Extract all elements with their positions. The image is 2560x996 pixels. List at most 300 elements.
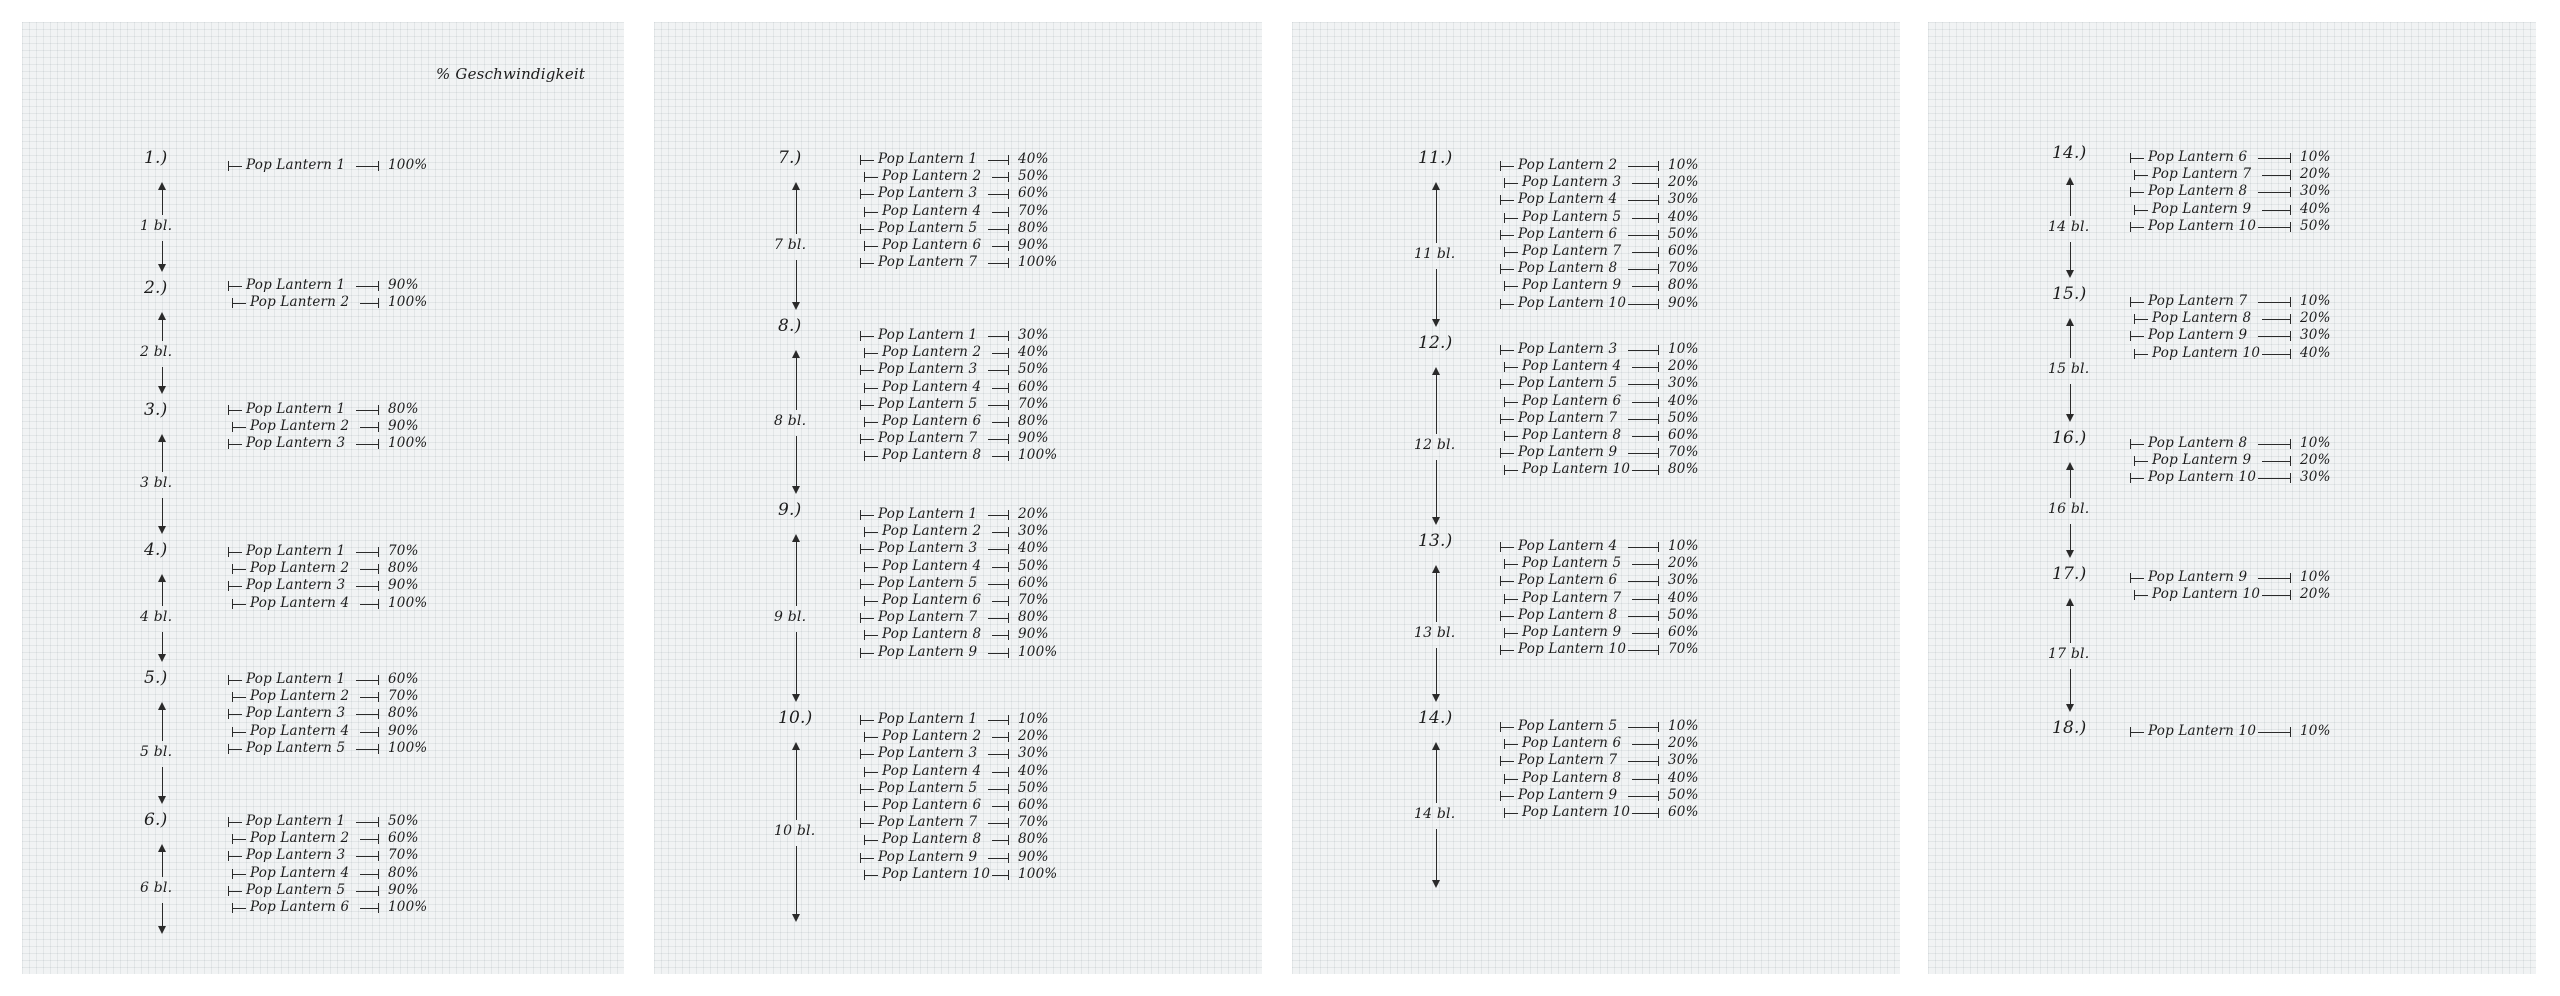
entry-lead-line (228, 856, 242, 857)
entry-percent: 70% (388, 688, 419, 705)
arrow-up-icon (2066, 177, 2074, 185)
entry-percent: 100% (1018, 643, 1058, 660)
duration-line-upper (1436, 571, 1437, 622)
entry-tail-line (356, 410, 378, 411)
entry-lead-line (2134, 175, 2148, 176)
entry-lead-line (860, 823, 874, 824)
entry-end-tick (1008, 383, 1009, 393)
entry-name: Pop Lantern 10 (882, 865, 991, 882)
entry-lead-line (860, 263, 874, 264)
entry-name: Pop Lantern 6 (1518, 572, 1618, 589)
entry-tail-line (1628, 796, 1658, 797)
entry-end-tick (1008, 155, 1009, 165)
entry-name: Pop Lantern 2 (882, 523, 982, 540)
entry-percent: 20% (1668, 358, 1699, 375)
entry-lead-line (1504, 436, 1518, 437)
duration-line-lower (162, 767, 163, 796)
entry-percent: 60% (1668, 804, 1699, 820)
entry-percent: 30% (1668, 572, 1699, 589)
entry-name: Pop Lantern 9 (2152, 200, 2252, 217)
step-label: 3.) (144, 400, 168, 420)
entry-name: Pop Lantern 10 (1522, 461, 1631, 478)
entry-tail-line (1632, 286, 1658, 287)
duration-label: 9 bl. (774, 609, 807, 625)
entry-lead-line (860, 549, 874, 550)
entry-percent: 60% (388, 671, 419, 687)
step-label: 15.) (2052, 284, 2087, 304)
duration-line-lower (162, 367, 163, 386)
entry-percent: 90% (1018, 848, 1049, 865)
entry-name: Pop Lantern 9 (1518, 444, 1618, 461)
entry-tail-line (1628, 761, 1658, 762)
entry-end-tick (1658, 808, 1659, 818)
entry-percent: 100% (388, 739, 428, 756)
duration-label: 11 bl. (1414, 245, 1456, 262)
entry-name: Pop Lantern 4 (1518, 538, 1618, 554)
entry-name: Pop Lantern 10 (1522, 804, 1631, 820)
duration-label: 7 bl. (774, 237, 807, 253)
entry-name: Pop Lantern 8 (1522, 427, 1622, 443)
entry-tail-line (356, 586, 378, 587)
duration-line-lower (2070, 524, 2071, 550)
entry-name: Pop Lantern 8 (882, 447, 982, 464)
arrow-down-icon (158, 654, 166, 662)
entry-lead-line (228, 749, 242, 750)
entry-end-tick (378, 298, 379, 308)
arrow-down-icon (792, 486, 800, 494)
entry-name: Pop Lantern 2 (1518, 157, 1618, 173)
entry-lead-line (232, 874, 246, 875)
arrow-down-icon (792, 302, 800, 310)
step-label: 8.) (778, 316, 802, 336)
entry-lead-line (232, 697, 246, 698)
entry-tail-line (992, 456, 1008, 457)
entry-name: Pop Lantern 10 (2148, 723, 2257, 739)
entry-tail-line (2258, 336, 2290, 337)
entry-name: Pop Lantern 2 (250, 688, 350, 705)
entry-percent: 50% (1018, 779, 1049, 796)
entry-end-tick (2290, 590, 2291, 600)
entry-percent: 70% (1018, 592, 1049, 608)
entry-end-tick (1658, 774, 1659, 784)
entry-end-tick (1658, 645, 1659, 655)
entry-end-tick (1658, 594, 1659, 604)
entry-end-tick (378, 281, 379, 291)
entry-lead-line (228, 410, 242, 411)
arrow-down-icon (1432, 880, 1440, 888)
step-label: 10.) (778, 708, 813, 728)
entry-lead-line (2134, 461, 2148, 462)
entry-tail-line (2258, 192, 2290, 193)
entry-tail-line (356, 822, 378, 823)
entry-end-tick (378, 869, 379, 879)
entry-lead-line (864, 177, 878, 178)
entry-end-tick (1008, 801, 1009, 811)
entry-end-tick (1008, 241, 1009, 251)
entry-lead-line (232, 839, 246, 840)
arrow-up-icon (158, 312, 166, 320)
duration-line-lower (162, 241, 163, 264)
entry-lead-line (2134, 354, 2148, 355)
duration-line-upper (1436, 748, 1437, 803)
entry-percent: 80% (1018, 219, 1049, 236)
entry-tail-line (992, 772, 1008, 773)
entry-tail-line (360, 732, 378, 733)
entry-percent: 20% (2300, 310, 2331, 327)
entry-end-tick (2290, 297, 2291, 307)
entry-percent: 10% (2300, 149, 2331, 165)
entry-name: Pop Lantern 8 (2148, 435, 2248, 451)
entry-lead-line (1504, 564, 1518, 565)
entry-end-tick (1658, 195, 1659, 205)
entry-lead-line (864, 772, 878, 773)
entry-tail-line (356, 714, 378, 715)
arrow-up-icon (792, 350, 800, 358)
entry-name: Pop Lantern 7 (878, 814, 978, 831)
arrow-up-icon (2066, 462, 2074, 470)
entry-tail-line (992, 635, 1008, 636)
entry-tail-line (356, 286, 378, 287)
entry-end-tick (1658, 465, 1659, 475)
entry-name: Pop Lantern 8 (1518, 606, 1618, 623)
entry-name: Pop Lantern 4 (250, 722, 350, 739)
entry-lead-line (1504, 286, 1518, 287)
entry-lead-line (1500, 616, 1514, 617)
entry-tail-line (2258, 444, 2290, 445)
arrow-up-icon (1432, 565, 1440, 573)
entry-name: Pop Lantern 4 (250, 594, 350, 611)
entry-percent: 50% (1018, 361, 1049, 378)
step-label: 7.) (778, 148, 802, 168)
duration-label: 6 bl. (140, 880, 173, 896)
entry-end-tick (2290, 222, 2291, 232)
duration-line-upper (1436, 373, 1437, 434)
entry-lead-line (232, 569, 246, 570)
entry-name: Pop Lantern 1 (246, 157, 346, 173)
entry-end-tick (378, 886, 379, 896)
entry-tail-line (1628, 616, 1658, 617)
arrow-down-icon (2066, 414, 2074, 422)
entry-lead-line (864, 840, 878, 841)
duration-line-lower (1436, 460, 1437, 517)
entry-name: Pop Lantern 8 (1522, 769, 1622, 786)
duration-line-lower (2070, 242, 2071, 271)
entry-name: Pop Lantern 4 (882, 202, 982, 219)
entry-name: Pop Lantern 3 (246, 847, 346, 864)
entry-tail-line (1632, 218, 1658, 219)
entry-percent: 80% (388, 864, 419, 881)
entry-tail-line (2258, 302, 2290, 303)
entry-end-tick (1658, 161, 1659, 171)
entry-percent: 50% (1668, 606, 1699, 623)
entry-lead-line (860, 584, 874, 585)
duration-line-lower (2070, 384, 2071, 414)
entry-lead-line (228, 586, 242, 587)
entry-name: Pop Lantern 9 (1522, 277, 1622, 294)
entry-lead-line (860, 229, 874, 230)
duration-line-upper (2070, 324, 2071, 358)
entry-tail-line (988, 789, 1008, 790)
arrow-down-icon (1432, 319, 1440, 327)
duration-label: 16 bl. (2048, 501, 2090, 517)
step-label: 14.) (2052, 143, 2087, 163)
entry-name: Pop Lantern 3 (246, 435, 346, 452)
entry-end-tick (378, 564, 379, 574)
entry-end-tick (1008, 596, 1009, 606)
entry-name: Pop Lantern 6 (1522, 392, 1622, 409)
entry-name: Pop Lantern 3 (878, 185, 978, 202)
entry-tail-line (992, 806, 1008, 807)
entry-lead-line (860, 720, 874, 721)
duration-line-upper (162, 708, 163, 741)
entry-name: Pop Lantern 1 (246, 543, 346, 559)
entry-end-tick (2290, 205, 2291, 215)
duration-line-upper (162, 188, 163, 215)
entry-tail-line (356, 552, 378, 553)
entry-percent: 30% (2300, 183, 2331, 200)
entry-name: Pop Lantern 1 (878, 327, 978, 343)
entry-end-tick (1008, 562, 1009, 572)
entry-name: Pop Lantern 6 (2148, 149, 2248, 165)
entry-tail-line (1632, 564, 1658, 565)
entry-end-tick (1658, 542, 1659, 552)
step-label: 6.) (144, 810, 168, 830)
entry-end-tick (378, 599, 379, 609)
arrow-down-icon (158, 264, 166, 272)
arrow-up-icon (1432, 182, 1440, 190)
entry-percent: 30% (1668, 752, 1699, 769)
entry-lead-line (860, 336, 874, 337)
entry-lead-line (232, 427, 246, 428)
duration-line-lower (1436, 648, 1437, 695)
entry-percent: 10% (2300, 723, 2331, 739)
entry-tail-line (360, 697, 378, 698)
entry-percent: 90% (388, 277, 419, 293)
arrow-up-icon (792, 742, 800, 750)
entry-tail-line (1628, 200, 1658, 201)
entry-end-tick (1008, 630, 1009, 640)
duration-line-upper (796, 540, 797, 606)
entry-name: Pop Lantern 1 (246, 671, 346, 687)
entry-end-tick (1008, 365, 1009, 375)
entry-name: Pop Lantern 6 (882, 413, 982, 429)
entry-tail-line (1632, 367, 1658, 368)
entry-tail-line (356, 856, 378, 857)
entry-lead-line (228, 444, 242, 445)
entry-percent: 30% (1668, 191, 1699, 208)
entry-tail-line (2262, 354, 2290, 355)
entry-percent: 10% (2300, 293, 2331, 309)
entry-tail-line (988, 653, 1008, 654)
entry-name: Pop Lantern 2 (250, 830, 350, 847)
entry-tail-line (1628, 419, 1658, 420)
entry-name: Pop Lantern 6 (1522, 735, 1622, 752)
entry-end-tick (378, 903, 379, 913)
entry-lead-line (864, 567, 878, 568)
entry-tail-line (1628, 269, 1658, 270)
arrow-up-icon (158, 844, 166, 852)
entry-lead-line (864, 635, 878, 636)
entry-percent: 20% (1018, 728, 1049, 745)
arrow-down-icon (2066, 270, 2074, 278)
entry-name: Pop Lantern 6 (1518, 225, 1618, 242)
entry-percent: 20% (2300, 452, 2331, 469)
step-label: 5.) (144, 668, 168, 688)
entry-name: Pop Lantern 6 (882, 592, 982, 608)
entry-end-tick (1008, 527, 1009, 537)
entry-lead-line (860, 439, 874, 440)
entry-end-tick (1658, 611, 1659, 621)
entry-percent: 80% (1018, 609, 1049, 626)
entry-tail-line (988, 858, 1008, 859)
entry-lead-line (1500, 419, 1514, 420)
entry-percent: 20% (1668, 735, 1699, 752)
entry-percent: 20% (2300, 166, 2331, 183)
entry-end-tick (1008, 510, 1009, 520)
duration-line-upper (2070, 183, 2071, 216)
entry-end-tick (378, 439, 379, 449)
entry-end-tick (2290, 573, 2291, 583)
entry-lead-line (2130, 444, 2144, 445)
entry-tail-line (988, 823, 1008, 824)
entry-end-tick (378, 817, 379, 827)
entry-tail-line (356, 444, 378, 445)
entry-lead-line (228, 714, 242, 715)
entry-tail-line (992, 177, 1008, 178)
entry-tail-line (1632, 252, 1658, 253)
entry-percent: 20% (1668, 174, 1699, 191)
entry-lead-line (2130, 478, 2144, 479)
entry-name: Pop Lantern 10 (2152, 344, 2261, 361)
entry-tail-line (988, 336, 1008, 337)
entry-tail-line (2258, 158, 2290, 159)
entry-tail-line (2262, 461, 2290, 462)
arrow-up-icon (1432, 367, 1440, 375)
entry-percent: 20% (1018, 506, 1049, 522)
entry-tail-line (992, 388, 1008, 389)
arrow-down-icon (2066, 550, 2074, 558)
entry-percent: 50% (1668, 225, 1699, 242)
arrow-down-icon (158, 796, 166, 804)
entry-name: Pop Lantern 6 (882, 237, 982, 253)
entry-lead-line (2134, 210, 2148, 211)
duration-line-lower (2070, 669, 2071, 704)
entry-name: Pop Lantern 10 (1518, 294, 1627, 311)
arrow-up-icon (158, 702, 166, 710)
entry-percent: 10% (1668, 341, 1699, 357)
entry-percent: 50% (388, 813, 419, 829)
entry-tail-line (1628, 166, 1658, 167)
entry-percent: 80% (1668, 461, 1699, 478)
entry-lead-line (2130, 578, 2144, 579)
entry-tail-line (1632, 183, 1658, 184)
entry-lead-line (1504, 367, 1518, 368)
entry-name: Pop Lantern 9 (1518, 786, 1618, 803)
entry-percent: 90% (388, 881, 419, 898)
entry-lead-line (860, 618, 874, 619)
entry-lead-line (1500, 200, 1514, 201)
entry-name: Pop Lantern 1 (246, 813, 346, 829)
entry-end-tick (1008, 451, 1009, 461)
entry-name: Pop Lantern 8 (2148, 183, 2248, 200)
duration-line-lower (1436, 829, 1437, 880)
entry-lead-line (1500, 384, 1514, 385)
entry-tail-line (356, 749, 378, 750)
arrow-down-icon (158, 526, 166, 534)
entry-lead-line (1504, 633, 1518, 634)
entry-percent: 40% (2300, 344, 2331, 361)
arrow-up-icon (158, 574, 166, 582)
duration-label: 14 bl. (2048, 218, 2090, 235)
entry-lead-line (1504, 470, 1518, 471)
entry-tail-line (356, 680, 378, 681)
entry-lead-line (2134, 595, 2148, 596)
entry-percent: 90% (388, 577, 419, 594)
duration-label: 15 bl. (2048, 361, 2090, 377)
entry-end-tick (378, 709, 379, 719)
entry-lead-line (1500, 650, 1514, 651)
entry-name: Pop Lantern 5 (878, 219, 978, 236)
duration-line-upper (796, 356, 797, 410)
entry-percent: 10% (1668, 538, 1699, 554)
entry-tail-line (360, 569, 378, 570)
entry-percent: 100% (388, 157, 428, 173)
entry-lead-line (864, 212, 878, 213)
entry-percent: 30% (1018, 327, 1049, 343)
entry-name: Pop Lantern 7 (878, 254, 978, 271)
entry-lead-line (864, 737, 878, 738)
entry-lead-line (860, 194, 874, 195)
entry-percent: 50% (1668, 409, 1699, 426)
entry-end-tick (1008, 818, 1009, 828)
entry-tail-line (992, 840, 1008, 841)
entry-end-tick (1658, 247, 1659, 257)
duration-line-upper (162, 850, 163, 877)
entry-percent: 100% (388, 594, 428, 611)
duration-label: 1 bl. (140, 218, 173, 234)
entry-end-tick (1658, 362, 1659, 372)
arrow-down-icon (792, 914, 800, 922)
duration-line-lower (162, 498, 163, 526)
arrow-down-icon (1432, 694, 1440, 702)
entry-tail-line (1632, 470, 1658, 471)
entry-tail-line (2258, 227, 2290, 228)
entry-percent: 70% (1668, 641, 1699, 658)
duration-line-lower (796, 436, 797, 486)
entry-end-tick (2290, 727, 2291, 737)
entry-lead-line (2130, 336, 2144, 337)
entry-name: Pop Lantern 1 (246, 277, 346, 293)
entry-lead-line (1500, 547, 1514, 548)
entry-end-tick (1658, 791, 1659, 801)
entry-lead-line (1500, 304, 1514, 305)
entry-tail-line (988, 754, 1008, 755)
entry-end-tick (1008, 870, 1009, 880)
entry-name: Pop Lantern 5 (878, 779, 978, 796)
entry-tail-line (992, 353, 1008, 354)
entry-percent: 80% (1018, 831, 1049, 848)
arrow-up-icon (792, 182, 800, 190)
entry-end-tick (1658, 756, 1659, 766)
entry-name: Pop Lantern 4 (882, 762, 982, 779)
entry-tail-line (1628, 547, 1658, 548)
entry-end-tick (1008, 749, 1009, 759)
entry-lead-line (1500, 761, 1514, 762)
entry-lead-line (1504, 599, 1518, 600)
entry-tail-line (992, 532, 1008, 533)
entry-end-tick (1008, 835, 1009, 845)
entry-end-tick (1008, 613, 1009, 623)
